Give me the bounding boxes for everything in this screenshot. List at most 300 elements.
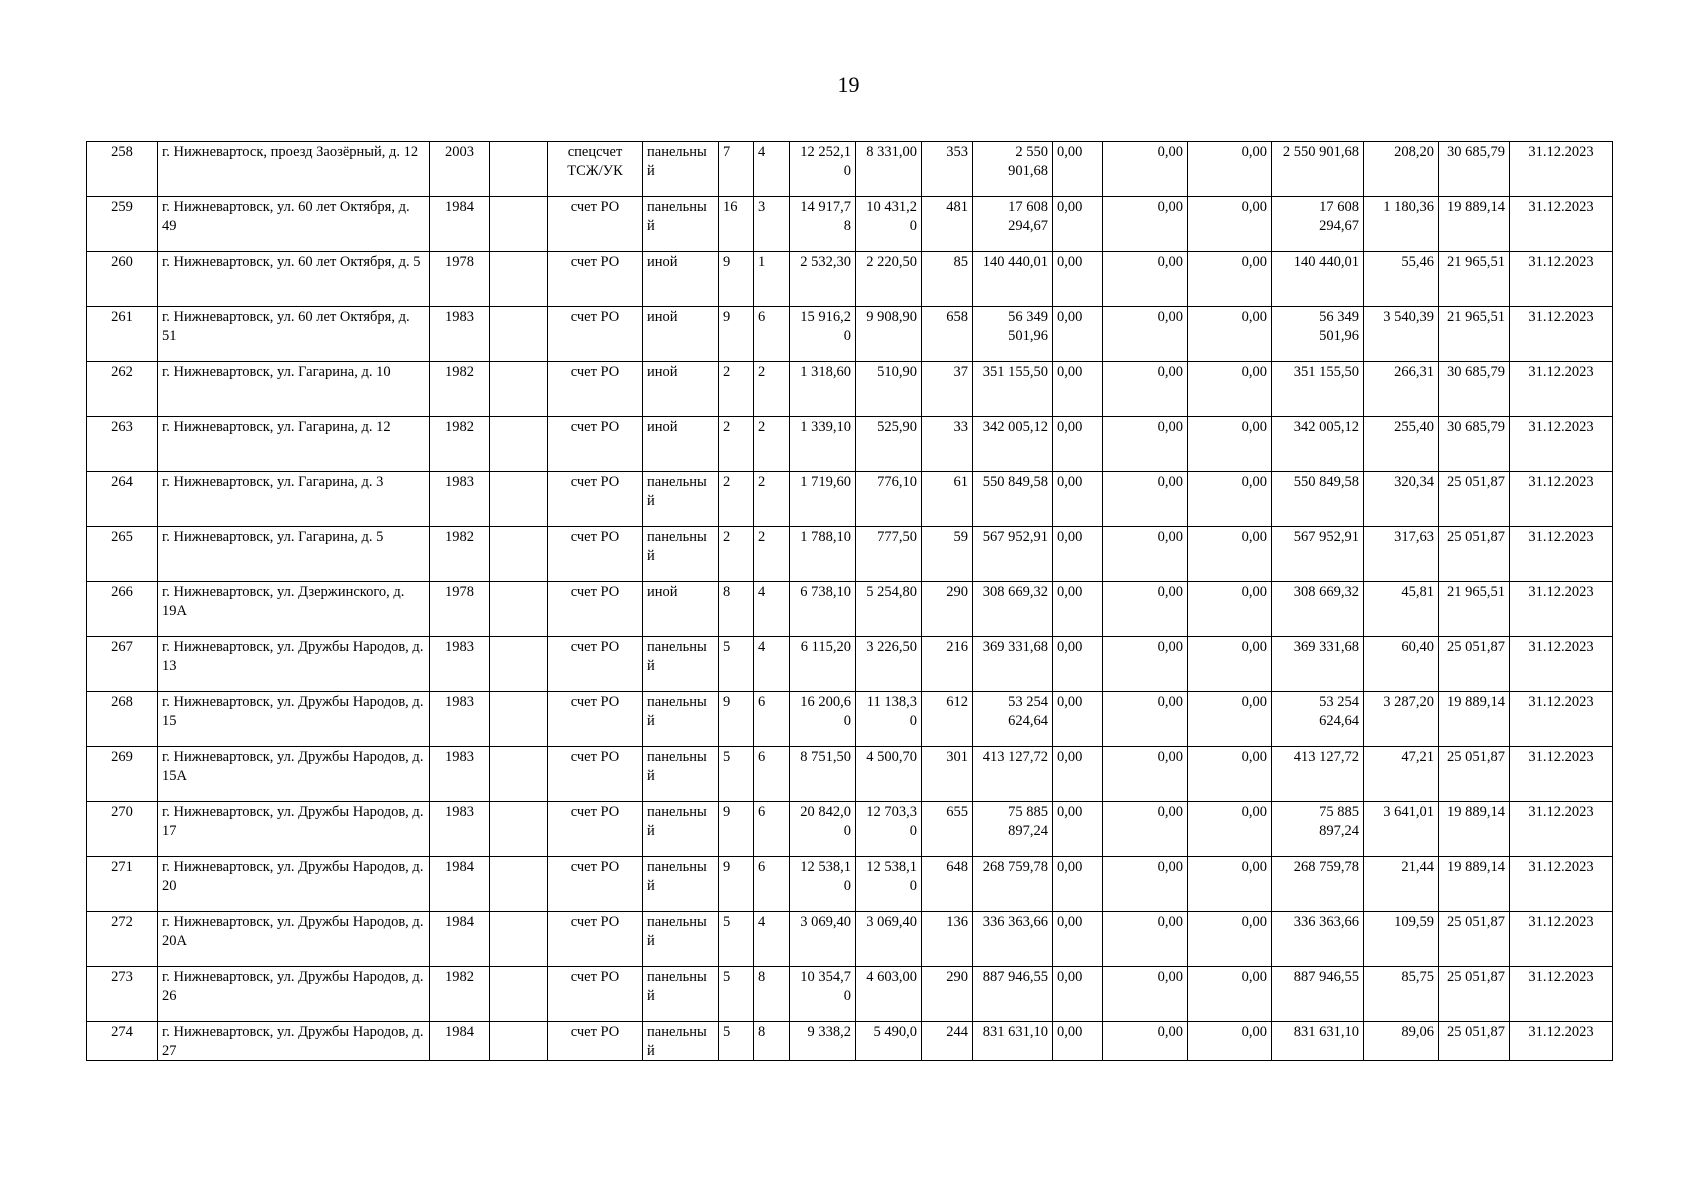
floors-cell: 5 xyxy=(719,637,754,692)
living-area-cell: 9 908,90 xyxy=(856,307,922,362)
owners-funds-cell: 17 608 294,67 xyxy=(1272,197,1364,252)
row-number-cell: 270 xyxy=(87,802,158,857)
fund-3-cell: 0,00 xyxy=(1188,747,1272,802)
limit-cost-cell: 25 051,87 xyxy=(1439,967,1510,1022)
row-number-cell: 265 xyxy=(87,527,158,582)
fund-2-cell: 0,00 xyxy=(1103,417,1188,472)
limit-cost-cell: 25 051,87 xyxy=(1439,912,1510,967)
residents-cell: 59 xyxy=(922,527,973,582)
cost-per-m2-cell: 317,63 xyxy=(1364,527,1439,582)
blank-cell xyxy=(490,527,548,582)
address-cell: г. Нижневартовск, ул. Гагарина, д. 12 xyxy=(158,417,430,472)
floors-cell: 5 xyxy=(719,967,754,1022)
cost-per-m2-cell: 21,44 xyxy=(1364,857,1439,912)
account-type-cell: счет РО xyxy=(548,527,643,582)
total-cost-cell: 75 885 897,24 xyxy=(973,802,1053,857)
fund-3-cell: 0,00 xyxy=(1188,307,1272,362)
floors-cell: 2 xyxy=(719,362,754,417)
limit-cost-cell: 25 051,87 xyxy=(1439,1022,1510,1061)
entrances-cell: 6 xyxy=(754,692,790,747)
year-cell: 1983 xyxy=(430,472,490,527)
year-cell: 1983 xyxy=(430,637,490,692)
address-cell: г. Нижневартовск, ул. Гагарина, д. 5 xyxy=(158,527,430,582)
residents-cell: 353 xyxy=(922,142,973,197)
fund-2-cell: 0,00 xyxy=(1103,1022,1188,1061)
wall-material-cell: панельный xyxy=(643,802,719,857)
deadline-cell: 31.12.2023 xyxy=(1510,582,1613,637)
cost-per-m2-cell: 255,40 xyxy=(1364,417,1439,472)
entrances-cell: 4 xyxy=(754,912,790,967)
wall-material-cell: панельный xyxy=(643,967,719,1022)
living-area-cell: 4 500,70 xyxy=(856,747,922,802)
fund-1-cell: 0,00 xyxy=(1053,307,1103,362)
entrances-cell: 4 xyxy=(754,582,790,637)
total-cost-cell: 567 952,91 xyxy=(973,527,1053,582)
limit-cost-cell: 19 889,14 xyxy=(1439,197,1510,252)
fund-3-cell: 0,00 xyxy=(1188,417,1272,472)
deadline-cell: 31.12.2023 xyxy=(1510,417,1613,472)
fund-3-cell: 0,00 xyxy=(1188,527,1272,582)
total-cost-cell: 140 440,01 xyxy=(973,252,1053,307)
blank-cell xyxy=(490,637,548,692)
cost-per-m2-cell: 47,21 xyxy=(1364,747,1439,802)
living-area-cell: 10 431,20 xyxy=(856,197,922,252)
deadline-cell: 31.12.2023 xyxy=(1510,527,1613,582)
fund-3-cell: 0,00 xyxy=(1188,472,1272,527)
row-number-cell: 268 xyxy=(87,692,158,747)
fund-3-cell: 0,00 xyxy=(1188,857,1272,912)
fund-2-cell: 0,00 xyxy=(1103,307,1188,362)
fund-3-cell: 0,00 xyxy=(1188,637,1272,692)
blank-cell xyxy=(490,472,548,527)
residents-cell: 244 xyxy=(922,1022,973,1061)
blank-cell xyxy=(490,802,548,857)
year-cell: 1982 xyxy=(430,362,490,417)
entrances-cell: 6 xyxy=(754,857,790,912)
fund-1-cell: 0,00 xyxy=(1053,692,1103,747)
table-body xyxy=(87,142,1613,1061)
owners-funds-cell: 140 440,01 xyxy=(1272,252,1364,307)
fund-1-cell: 0,00 xyxy=(1053,472,1103,527)
deadline-cell: 31.12.2023 xyxy=(1510,362,1613,417)
cost-per-m2-cell: 3 287,20 xyxy=(1364,692,1439,747)
year-cell: 2003 xyxy=(430,142,490,197)
owners-funds-cell: 550 849,58 xyxy=(1272,472,1364,527)
fund-1-cell: 0,00 xyxy=(1053,142,1103,197)
table-row xyxy=(87,1022,1613,1061)
total-area-cell: 3 069,40 xyxy=(790,912,856,967)
table-row xyxy=(87,307,1613,362)
year-cell: 1982 xyxy=(430,527,490,582)
wall-material-cell: иной xyxy=(643,417,719,472)
limit-cost-cell: 21 965,51 xyxy=(1439,582,1510,637)
account-type-cell: счет РО xyxy=(548,857,643,912)
fund-3-cell: 0,00 xyxy=(1188,252,1272,307)
total-area-cell: 8 751,50 xyxy=(790,747,856,802)
total-cost-cell: 369 331,68 xyxy=(973,637,1053,692)
fund-1-cell: 0,00 xyxy=(1053,747,1103,802)
residents-cell: 481 xyxy=(922,197,973,252)
wall-material-cell: иной xyxy=(643,252,719,307)
living-area-cell: 4 603,00 xyxy=(856,967,922,1022)
living-area-cell: 12 703,30 xyxy=(856,802,922,857)
account-type-cell: спецсчет ТСЖ/УК xyxy=(548,142,643,197)
floors-cell: 5 xyxy=(719,1022,754,1061)
address-cell: г. Нижневартовск, ул. Дружбы Народов, д. 26 xyxy=(158,967,430,1022)
account-type-cell: счет РО xyxy=(548,967,643,1022)
fund-1-cell: 0,00 xyxy=(1053,582,1103,637)
blank-cell xyxy=(490,967,548,1022)
account-type-cell: счет РО xyxy=(548,802,643,857)
account-type-cell: счет РО xyxy=(548,747,643,802)
row-number-cell: 261 xyxy=(87,307,158,362)
deadline-cell: 31.12.2023 xyxy=(1510,857,1613,912)
floors-cell: 2 xyxy=(719,527,754,582)
account-type-cell: счет РО xyxy=(548,252,643,307)
fund-3-cell: 0,00 xyxy=(1188,197,1272,252)
floors-cell: 9 xyxy=(719,307,754,362)
owners-funds-cell: 56 349 501,96 xyxy=(1272,307,1364,362)
address-cell: г. Нижневартовск, ул. Дзержинского, д. 19А xyxy=(158,582,430,637)
table-row xyxy=(87,912,1613,967)
total-area-cell: 1 719,60 xyxy=(790,472,856,527)
entrances-cell: 1 xyxy=(754,252,790,307)
table-row xyxy=(87,417,1613,472)
deadline-cell: 31.12.2023 xyxy=(1510,637,1613,692)
cost-per-m2-cell: 55,46 xyxy=(1364,252,1439,307)
residents-cell: 61 xyxy=(922,472,973,527)
table-row xyxy=(87,472,1613,527)
limit-cost-cell: 25 051,87 xyxy=(1439,527,1510,582)
floors-cell: 8 xyxy=(719,582,754,637)
owners-funds-cell: 831 631,10 xyxy=(1272,1022,1364,1061)
fund-2-cell: 0,00 xyxy=(1103,967,1188,1022)
total-cost-cell: 308 669,32 xyxy=(973,582,1053,637)
row-number-cell: 267 xyxy=(87,637,158,692)
entrances-cell: 4 xyxy=(754,142,790,197)
row-number-cell: 263 xyxy=(87,417,158,472)
table-row xyxy=(87,857,1613,912)
floors-cell: 5 xyxy=(719,747,754,802)
deadline-cell: 31.12.2023 xyxy=(1510,1022,1613,1061)
address-cell: г. Нижневартовск, ул. Дружбы Народов, д. 15А xyxy=(158,747,430,802)
fund-1-cell: 0,00 xyxy=(1053,1022,1103,1061)
wall-material-cell: иной xyxy=(643,307,719,362)
account-type-cell: счет РО xyxy=(548,472,643,527)
residents-cell: 301 xyxy=(922,747,973,802)
owners-funds-cell: 413 127,72 xyxy=(1272,747,1364,802)
cost-per-m2-cell: 3 540,39 xyxy=(1364,307,1439,362)
total-cost-cell: 351 155,50 xyxy=(973,362,1053,417)
cost-per-m2-cell: 266,31 xyxy=(1364,362,1439,417)
living-area-cell: 510,90 xyxy=(856,362,922,417)
total-cost-cell: 336 363,66 xyxy=(973,912,1053,967)
total-cost-cell: 53 254 624,64 xyxy=(973,692,1053,747)
housing-registry-table xyxy=(86,141,1613,1061)
total-cost-cell: 342 005,12 xyxy=(973,417,1053,472)
owners-funds-cell: 342 005,12 xyxy=(1272,417,1364,472)
table-row xyxy=(87,362,1613,417)
total-area-cell: 10 354,70 xyxy=(790,967,856,1022)
owners-funds-cell: 268 759,78 xyxy=(1272,857,1364,912)
row-number-cell: 269 xyxy=(87,747,158,802)
deadline-cell: 31.12.2023 xyxy=(1510,747,1613,802)
address-cell: г. Нижневартовск, ул. Дружбы Народов, д. 15 xyxy=(158,692,430,747)
table-row xyxy=(87,747,1613,802)
fund-3-cell: 0,00 xyxy=(1188,692,1272,747)
entrances-cell: 2 xyxy=(754,362,790,417)
fund-2-cell: 0,00 xyxy=(1103,692,1188,747)
cost-per-m2-cell: 45,81 xyxy=(1364,582,1439,637)
deadline-cell: 31.12.2023 xyxy=(1510,197,1613,252)
address-cell: г. Нижневартовск, ул. Дружбы Народов, д. 20 xyxy=(158,857,430,912)
floors-cell: 9 xyxy=(719,692,754,747)
wall-material-cell: иной xyxy=(643,582,719,637)
fund-3-cell: 0,00 xyxy=(1188,967,1272,1022)
limit-cost-cell: 19 889,14 xyxy=(1439,802,1510,857)
floors-cell: 16 xyxy=(719,197,754,252)
cost-per-m2-cell: 60,40 xyxy=(1364,637,1439,692)
total-area-cell: 2 532,30 xyxy=(790,252,856,307)
year-cell: 1978 xyxy=(430,252,490,307)
fund-1-cell: 0,00 xyxy=(1053,197,1103,252)
address-cell: г. Нижневартовск, ул. 60 лет Октября, д. 5 xyxy=(158,252,430,307)
residents-cell: 648 xyxy=(922,857,973,912)
entrances-cell: 3 xyxy=(754,197,790,252)
entrances-cell: 6 xyxy=(754,802,790,857)
blank-cell xyxy=(490,692,548,747)
living-area-cell: 8 331,00 xyxy=(856,142,922,197)
account-type-cell: счет РО xyxy=(548,417,643,472)
table-row xyxy=(87,802,1613,857)
owners-funds-cell: 2 550 901,68 xyxy=(1272,142,1364,197)
entrances-cell: 6 xyxy=(754,747,790,802)
floors-cell: 9 xyxy=(719,252,754,307)
account-type-cell: счет РО xyxy=(548,582,643,637)
fund-2-cell: 0,00 xyxy=(1103,637,1188,692)
address-cell: г. Нижневартовск, ул. Дружбы Народов, д. 27 xyxy=(158,1022,430,1061)
wall-material-cell: панельный xyxy=(643,857,719,912)
owners-funds-cell: 887 946,55 xyxy=(1272,967,1364,1022)
wall-material-cell: панельный xyxy=(643,527,719,582)
fund-1-cell: 0,00 xyxy=(1053,967,1103,1022)
year-cell: 1984 xyxy=(430,857,490,912)
limit-cost-cell: 25 051,87 xyxy=(1439,472,1510,527)
wall-material-cell: панельный xyxy=(643,637,719,692)
total-area-cell: 6 115,20 xyxy=(790,637,856,692)
fund-2-cell: 0,00 xyxy=(1103,142,1188,197)
residents-cell: 658 xyxy=(922,307,973,362)
year-cell: 1983 xyxy=(430,692,490,747)
cost-per-m2-cell: 85,75 xyxy=(1364,967,1439,1022)
limit-cost-cell: 21 965,51 xyxy=(1439,307,1510,362)
row-number-cell: 259 xyxy=(87,197,158,252)
deadline-cell: 31.12.2023 xyxy=(1510,142,1613,197)
blank-cell xyxy=(490,142,548,197)
row-number-cell: 272 xyxy=(87,912,158,967)
fund-1-cell: 0,00 xyxy=(1053,527,1103,582)
total-area-cell: 14 917,78 xyxy=(790,197,856,252)
fund-1-cell: 0,00 xyxy=(1053,362,1103,417)
row-number-cell: 266 xyxy=(87,582,158,637)
entrances-cell: 6 xyxy=(754,307,790,362)
limit-cost-cell: 21 965,51 xyxy=(1439,252,1510,307)
deadline-cell: 31.12.2023 xyxy=(1510,967,1613,1022)
fund-2-cell: 0,00 xyxy=(1103,582,1188,637)
address-cell: г. Нижневартовск, ул. Гагарина, д. 10 xyxy=(158,362,430,417)
limit-cost-cell: 30 685,79 xyxy=(1439,417,1510,472)
table-row xyxy=(87,527,1613,582)
wall-material-cell: панельный xyxy=(643,197,719,252)
account-type-cell: счет РО xyxy=(548,692,643,747)
total-area-cell: 9 338,2 xyxy=(790,1022,856,1061)
limit-cost-cell: 25 051,87 xyxy=(1439,637,1510,692)
owners-funds-cell: 53 254 624,64 xyxy=(1272,692,1364,747)
living-area-cell: 11 138,30 xyxy=(856,692,922,747)
owners-funds-cell: 567 952,91 xyxy=(1272,527,1364,582)
deadline-cell: 31.12.2023 xyxy=(1510,802,1613,857)
wall-material-cell: иной xyxy=(643,362,719,417)
cost-per-m2-cell: 89,06 xyxy=(1364,1022,1439,1061)
owners-funds-cell: 369 331,68 xyxy=(1272,637,1364,692)
fund-3-cell: 0,00 xyxy=(1188,362,1272,417)
total-cost-cell: 268 759,78 xyxy=(973,857,1053,912)
owners-funds-cell: 336 363,66 xyxy=(1272,912,1364,967)
owners-funds-cell: 308 669,32 xyxy=(1272,582,1364,637)
wall-material-cell: панельный xyxy=(643,692,719,747)
floors-cell: 9 xyxy=(719,802,754,857)
living-area-cell: 3 069,40 xyxy=(856,912,922,967)
residents-cell: 290 xyxy=(922,582,973,637)
living-area-cell: 3 226,50 xyxy=(856,637,922,692)
address-cell: г. Нижневартоск, проезд Заозёрный, д. 12 xyxy=(158,142,430,197)
row-number-cell: 274 xyxy=(87,1022,158,1061)
entrances-cell: 2 xyxy=(754,417,790,472)
entrances-cell: 8 xyxy=(754,1022,790,1061)
year-cell: 1978 xyxy=(430,582,490,637)
account-type-cell: счет РО xyxy=(548,307,643,362)
year-cell: 1984 xyxy=(430,912,490,967)
fund-3-cell: 0,00 xyxy=(1188,142,1272,197)
living-area-cell: 776,10 xyxy=(856,472,922,527)
owners-funds-cell: 75 885 897,24 xyxy=(1272,802,1364,857)
total-area-cell: 16 200,60 xyxy=(790,692,856,747)
living-area-cell: 12 538,10 xyxy=(856,857,922,912)
residents-cell: 612 xyxy=(922,692,973,747)
fund-1-cell: 0,00 xyxy=(1053,802,1103,857)
owners-funds-cell: 351 155,50 xyxy=(1272,362,1364,417)
cost-per-m2-cell: 109,59 xyxy=(1364,912,1439,967)
wall-material-cell: панельный xyxy=(643,1022,719,1061)
deadline-cell: 31.12.2023 xyxy=(1510,472,1613,527)
cost-per-m2-cell: 208,20 xyxy=(1364,142,1439,197)
residents-cell: 37 xyxy=(922,362,973,417)
living-area-cell: 2 220,50 xyxy=(856,252,922,307)
floors-cell: 2 xyxy=(719,472,754,527)
account-type-cell: счет РО xyxy=(548,912,643,967)
floors-cell: 9 xyxy=(719,857,754,912)
floors-cell: 2 xyxy=(719,417,754,472)
address-cell: г. Нижневартовск, ул. 60 лет Октября, д. 49 xyxy=(158,197,430,252)
fund-3-cell: 0,00 xyxy=(1188,1022,1272,1061)
table-row xyxy=(87,142,1613,197)
fund-2-cell: 0,00 xyxy=(1103,527,1188,582)
limit-cost-cell: 30 685,79 xyxy=(1439,142,1510,197)
limit-cost-cell: 19 889,14 xyxy=(1439,857,1510,912)
fund-2-cell: 0,00 xyxy=(1103,472,1188,527)
fund-1-cell: 0,00 xyxy=(1053,252,1103,307)
address-cell: г. Нижневартовск, ул. Дружбы Народов, д. 13 xyxy=(158,637,430,692)
deadline-cell: 31.12.2023 xyxy=(1510,252,1613,307)
total-area-cell: 1 339,10 xyxy=(790,417,856,472)
table-row xyxy=(87,637,1613,692)
living-area-cell: 777,50 xyxy=(856,527,922,582)
total-cost-cell: 413 127,72 xyxy=(973,747,1053,802)
year-cell: 1982 xyxy=(430,417,490,472)
fund-2-cell: 0,00 xyxy=(1103,197,1188,252)
fund-1-cell: 0,00 xyxy=(1053,857,1103,912)
blank-cell xyxy=(490,252,548,307)
deadline-cell: 31.12.2023 xyxy=(1510,692,1613,747)
total-area-cell: 15 916,20 xyxy=(790,307,856,362)
total-cost-cell: 17 608 294,67 xyxy=(973,197,1053,252)
fund-2-cell: 0,00 xyxy=(1103,747,1188,802)
fund-2-cell: 0,00 xyxy=(1103,362,1188,417)
entrances-cell: 2 xyxy=(754,472,790,527)
cost-per-m2-cell: 3 641,01 xyxy=(1364,802,1439,857)
table-row xyxy=(87,692,1613,747)
residents-cell: 290 xyxy=(922,967,973,1022)
row-number-cell: 271 xyxy=(87,857,158,912)
total-area-cell: 12 538,10 xyxy=(790,857,856,912)
account-type-cell: счет РО xyxy=(548,1022,643,1061)
total-area-cell: 1 788,10 xyxy=(790,527,856,582)
blank-cell xyxy=(490,197,548,252)
cost-per-m2-cell: 1 180,36 xyxy=(1364,197,1439,252)
total-area-cell: 6 738,10 xyxy=(790,582,856,637)
blank-cell xyxy=(490,417,548,472)
blank-cell xyxy=(490,307,548,362)
table-row xyxy=(87,967,1613,1022)
cost-per-m2-cell: 320,34 xyxy=(1364,472,1439,527)
year-cell: 1983 xyxy=(430,802,490,857)
blank-cell xyxy=(490,857,548,912)
living-area-cell: 5 254,80 xyxy=(856,582,922,637)
account-type-cell: счет РО xyxy=(548,637,643,692)
fund-1-cell: 0,00 xyxy=(1053,637,1103,692)
limit-cost-cell: 30 685,79 xyxy=(1439,362,1510,417)
wall-material-cell: панельный xyxy=(643,912,719,967)
year-cell: 1983 xyxy=(430,747,490,802)
table-row xyxy=(87,582,1613,637)
deadline-cell: 31.12.2023 xyxy=(1510,307,1613,362)
wall-material-cell: панельный xyxy=(643,747,719,802)
fund-2-cell: 0,00 xyxy=(1103,912,1188,967)
year-cell: 1984 xyxy=(430,1022,490,1061)
blank-cell xyxy=(490,747,548,802)
account-type-cell: счет РО xyxy=(548,197,643,252)
blank-cell xyxy=(490,1022,548,1061)
fund-2-cell: 0,00 xyxy=(1103,252,1188,307)
row-number-cell: 260 xyxy=(87,252,158,307)
fund-3-cell: 0,00 xyxy=(1188,912,1272,967)
fund-2-cell: 0,00 xyxy=(1103,802,1188,857)
address-cell: г. Нижневартовск, ул. 60 лет Октября, д. 51 xyxy=(158,307,430,362)
residents-cell: 136 xyxy=(922,912,973,967)
account-type-cell: счет РО xyxy=(548,362,643,417)
entrances-cell: 4 xyxy=(754,637,790,692)
residents-cell: 33 xyxy=(922,417,973,472)
